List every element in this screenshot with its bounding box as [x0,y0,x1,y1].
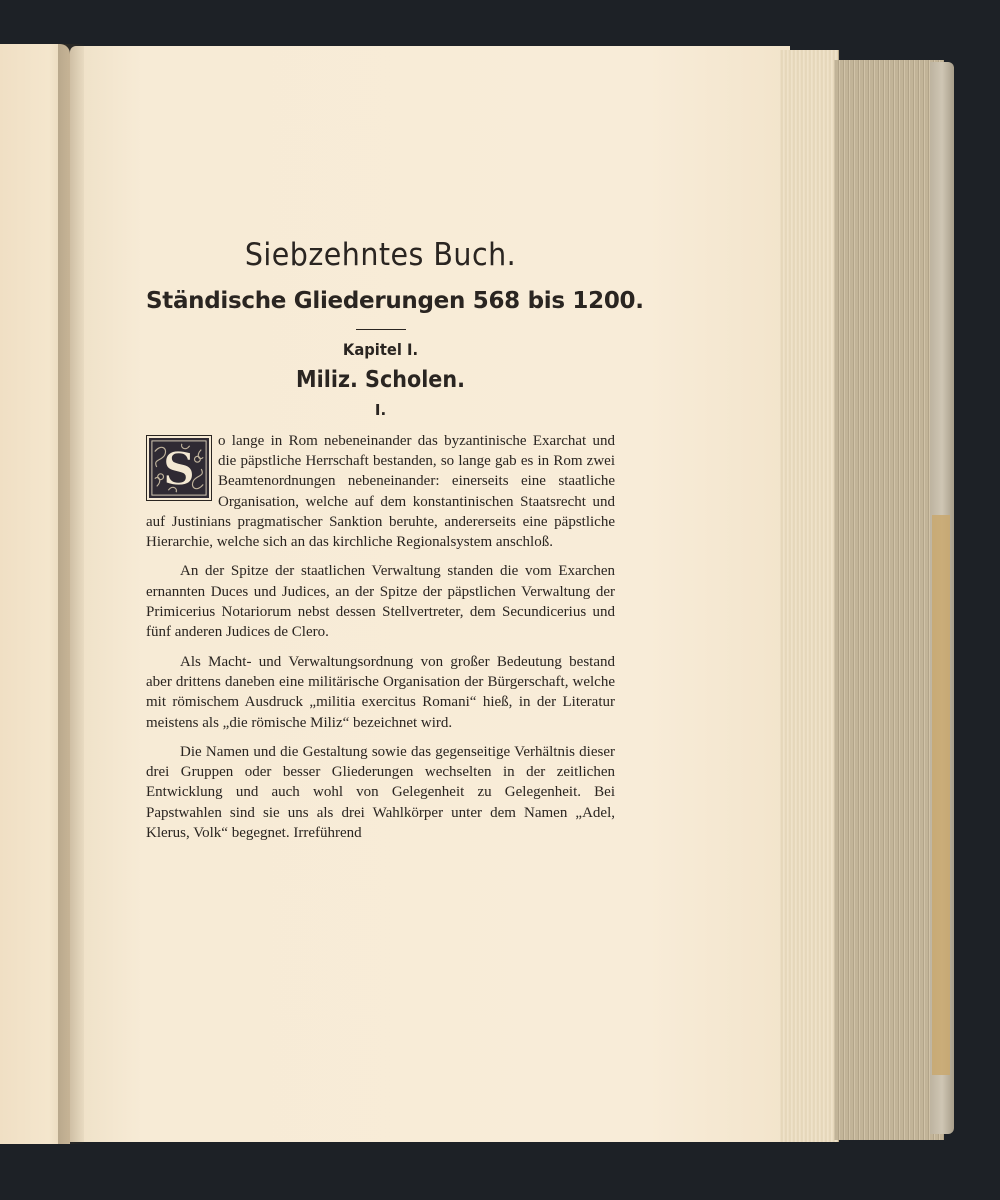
initial-letter: S [162,443,196,496]
paragraph-2: An der Spitze der staatlichen Verwaltung standen die vom Exarchen ernannten Duces und Judices, an der Spitze der päpstlichen Verwaltung der Primicerius Notariorum nebst dessen Stellvertreter, dem Secundicerius und fünf anderen Judices de Clero. [146,563,615,641]
paragraph-3: Als Macht- und Verwaltungsordnung von großer Bedeutung bestand aber drittens daneben eine militärische Organisation der Bürgerschaft, welche mit römischem Ausdruck „militia exercitus Romani“ hieß, in der Literatur meistens als „die römische Miliz“ bezeichnet wird. [146,653,615,731]
section-title: Miliz. Scholen. [296,366,465,393]
chapter-heading: Kapitel I. [342,339,419,359]
section-number: I. [374,400,387,419]
book-subtitle: Ständische Gliederungen 568 bis 1200. [146,287,644,314]
page-content [146,236,644,843]
paragraph-1-text: o lange in Rom nebeneinander das byzantinische Exarchat und die päpstliche Herrschaft bestanden, so lange gab es in Rom zwei Beamtenordnungen nebeneinander: einerseits eine staatliche Organisation, welche auf dem konstantinischen Staatsrecht und auf Justinians pragmatischer Sanktion beruhte, andererseits eine päpstliche Hierarchie, welche sich an das kirchliche Regionalsystem anschloß. [146,432,615,551]
page-edges [780,50,839,1142]
book-title: Siebzehntes Buch. [244,237,517,273]
decorated-initial-icon [146,435,212,501]
title-divider [356,329,406,330]
paragraph-1 [146,431,615,553]
page-block [834,60,944,1140]
bookmark-strip [932,515,950,1075]
paragraph-4: Die Namen und die Gestaltung sowie das gegenseitige Verhältnis dieser drei Gruppen oder besser Gliederungen wechselten in der zeitlichen Entwicklung und auch wohl von Gelegenheit zu Gelegenheit. Bei Papstwahlen sind sie uns als drei Wahlkörper unter dem Namen „Adel, Klerus, Volk“ begegnet. Irreführend [146,743,615,841]
gutter-shadow [58,44,84,1144]
